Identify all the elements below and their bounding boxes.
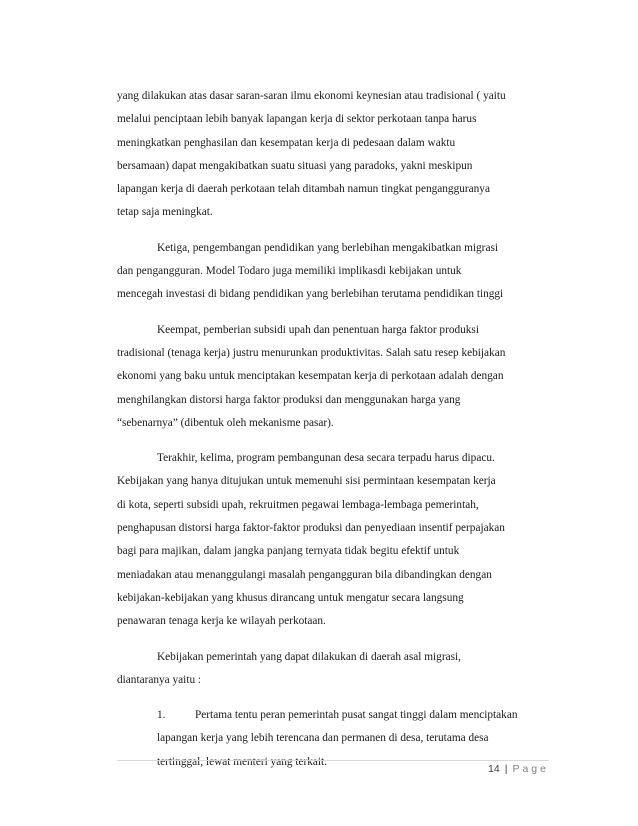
text-line: bersamaan) dapat mengakibatkan suatu situasi yang paradoks, yakni meskipun xyxy=(117,159,473,172)
text-line: melalui penciptaan lebih banyak lapangan kerja di sektor perkotaan tanpa harus xyxy=(117,113,477,126)
text-line: meniadakan atau menanggulangi masalah pengangguran bila dibandingkan dengan xyxy=(117,568,492,581)
text-line: yang dilakukan atas dasar saran-saran ilmu ekonomi keynesian atau tradisional ( yaitu xyxy=(117,90,506,102)
paragraph-continuation xyxy=(117,85,549,225)
text-line: tertinggal, lewat menteri yang terkait. xyxy=(157,755,328,768)
paragraph-kelima xyxy=(117,447,549,633)
text-line: dan pengangguran. Model Todaro juga memiliki implikasdi kebijakan untuk xyxy=(117,265,462,278)
text-line: penghapusan distorsi harga faktor-faktor produksi dan penyediaan insentif perpajakan xyxy=(117,522,505,535)
numbered-list-item xyxy=(117,704,549,774)
text-line: penawaran tenaga kerja ke wilayah perkotaan. xyxy=(117,615,326,628)
footer-separator: | xyxy=(504,763,508,775)
page-number: 14 xyxy=(488,763,500,775)
text-line: kebijakan-kebijakan yang khusus dirancang untuk mengatur secara langsung xyxy=(117,591,464,604)
text-line: Kebijakan yang hanya ditujukan untuk memenuhi sisi permintaan kesempatan kerja xyxy=(117,475,496,488)
text-line: mencegah investasi di bidang pendidikan yang berlebihan terutama pendidikan tinggi xyxy=(117,288,504,301)
text-line: meningkatkan penghasilan dan kesempatan kerja di pedesaan dalam waktu xyxy=(117,136,456,149)
text-line: diantaranya yaitu : xyxy=(117,673,202,686)
paragraph-keempat xyxy=(117,319,549,435)
text-line: menghilangkan distorsi harga faktor produksi dan menggunakan harga yang xyxy=(117,393,461,406)
paragraph-kebijakan xyxy=(117,646,549,693)
list-number: 1. xyxy=(157,709,166,722)
page-footer xyxy=(488,763,549,775)
text-line: di kota, seperti subsidi upah, rekruitmen pegawai lembaga-lembaga pemerintah, xyxy=(117,498,479,511)
text-line: Keempat, pemberian subsidi upah dan penentuan harga faktor produksi xyxy=(157,323,479,336)
page-label: Page xyxy=(512,763,549,775)
paragraph-ketiga xyxy=(117,237,549,307)
text-line: “sebenarnya” (dibentuk oleh mekanisme pasar). xyxy=(117,416,334,429)
footer-divider xyxy=(117,760,549,761)
text-line: Ketiga, pengembangan pendidikan yang berlebihan mengakibatkan migrasi xyxy=(157,241,498,254)
text-line: lapangan kerja di daerah perkotaan telah ditambah namun tingkat pengangguranya xyxy=(117,183,490,196)
text-line: tradisional (tenaga kerja) justru menurunkan produktivitas. Salah satu resep kebijakan xyxy=(117,346,506,359)
list-item-first-line xyxy=(157,704,549,727)
text-line: lapangan kerja yang lebih terencana dan permanen di desa, terutama desa xyxy=(157,732,489,745)
text-line: Kebijakan pemerintah yang dapat dilakukan di daerah asal migrasi, xyxy=(157,650,461,663)
text-line: Terakhir, kelima, program pembangunan desa secara terpadu harus dipacu. xyxy=(157,452,495,465)
text-line: bagi para majikan, dalam jangka panjang ternyata tidak begitu efektif untuk xyxy=(117,545,460,558)
text-line: tetap saja meningkat. xyxy=(117,206,213,219)
list-item-text: Pertama tentu peran pemerintah pusat sangat tinggi dalam menciptakan xyxy=(195,709,518,722)
body-text xyxy=(117,85,549,774)
text-line: ekonomi yang baku untuk menciptakan kesempatan kerja di perkotaan adalah dengan xyxy=(117,370,504,383)
